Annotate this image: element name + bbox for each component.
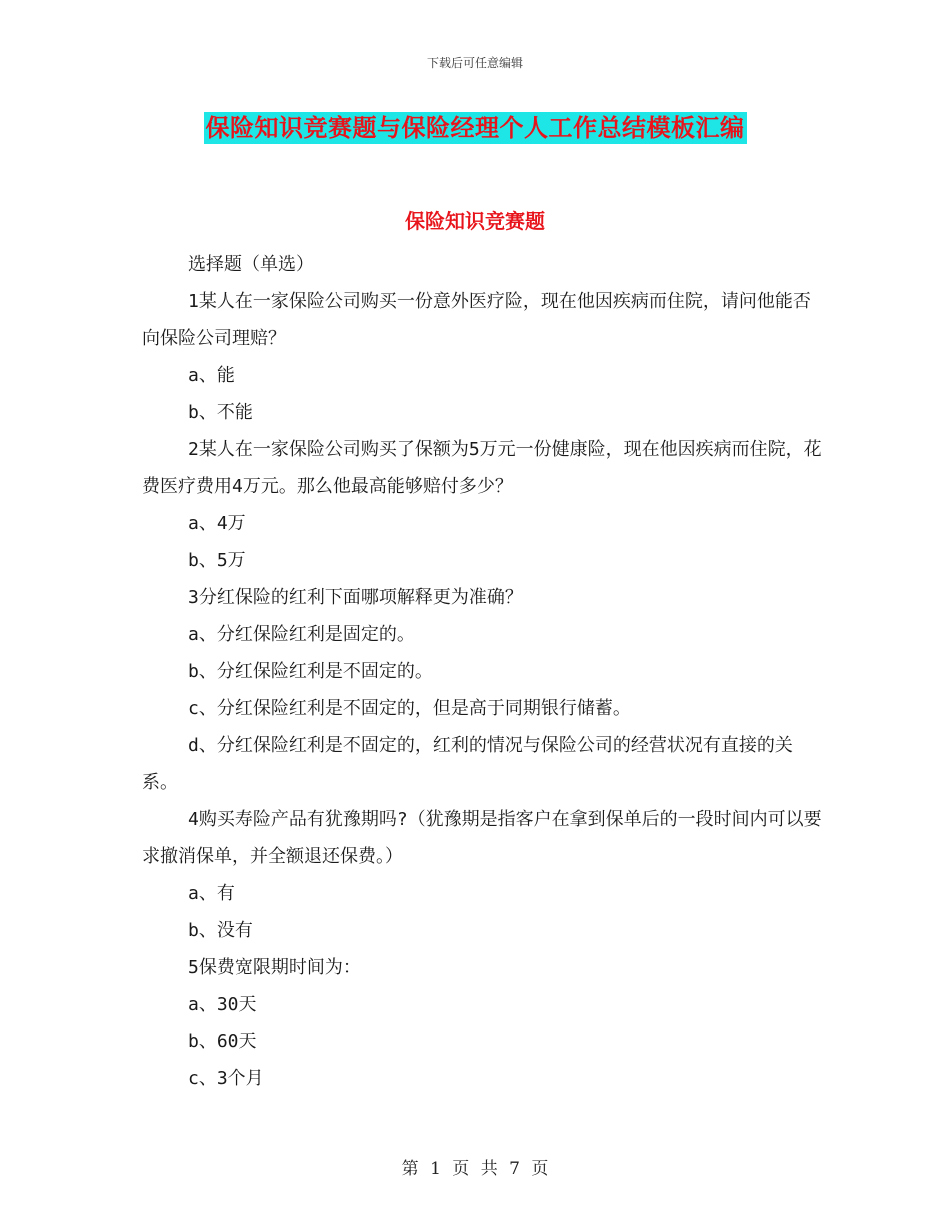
paragraph-option: a、分红保险红利是固定的。: [188, 624, 415, 645]
main-title-container: [0, 112, 950, 144]
paragraph-option: c、3个月: [188, 1068, 264, 1089]
document-body: [142, 246, 822, 1097]
paragraph-option: c、分红保险红利是不固定的，但是高于同期银行储蓄。: [188, 698, 631, 719]
paragraph-option: b、不能: [188, 402, 253, 423]
main-title: 保险知识竞赛题与保险经理个人工作总结模板汇编: [205, 113, 745, 142]
paragraph-question-3: 3分红保险的红利下面哪项解释更为准确？: [188, 587, 523, 608]
paragraph-option: a、30天: [188, 994, 257, 1015]
paragraph-question-2: 2某人在一家保险公司购买了保额为5万元一份健康险，现在他因疾病而住院，花费医疗费用4万元。那么他最高能够赔付多少？: [142, 439, 822, 497]
paragraph-option: a、有: [188, 883, 235, 904]
paragraph-section-heading: 选择题（单选）: [188, 254, 314, 275]
paragraph-question-1: 1某人在一家保险公司购买一份意外医疗险，现在他因疾病而住院，请问他能否向保险公司理赔？: [142, 291, 811, 349]
paragraph-option: a、4万: [188, 513, 246, 534]
paragraph-option: d、分红保险红利是不固定的，红利的情况与保险公司的经营状况有直接的关系。: [142, 735, 793, 793]
paragraph-option: b、没有: [188, 920, 253, 941]
page-footer: 第 1 页 共 7 页: [401, 1159, 549, 1179]
paragraph-question-5: 5保费宽限期时间为：: [188, 957, 361, 978]
paragraph-question-4: 4购买寿险产品有犹豫期吗?（犹豫期是指客户在拿到保单后的一段时间内可以要求撤消保单，并全额退还保费。）: [142, 809, 822, 867]
section-title: 保险知识竞赛题: [405, 209, 545, 233]
paragraph-option: b、分红保险红利是不固定的。: [188, 661, 433, 682]
paragraph-option: a、能: [188, 365, 235, 386]
header-note: 下载后可任意编辑: [426, 56, 523, 70]
paragraph-option: b、5万: [188, 550, 246, 571]
paragraph-option: b、60天: [188, 1031, 257, 1052]
